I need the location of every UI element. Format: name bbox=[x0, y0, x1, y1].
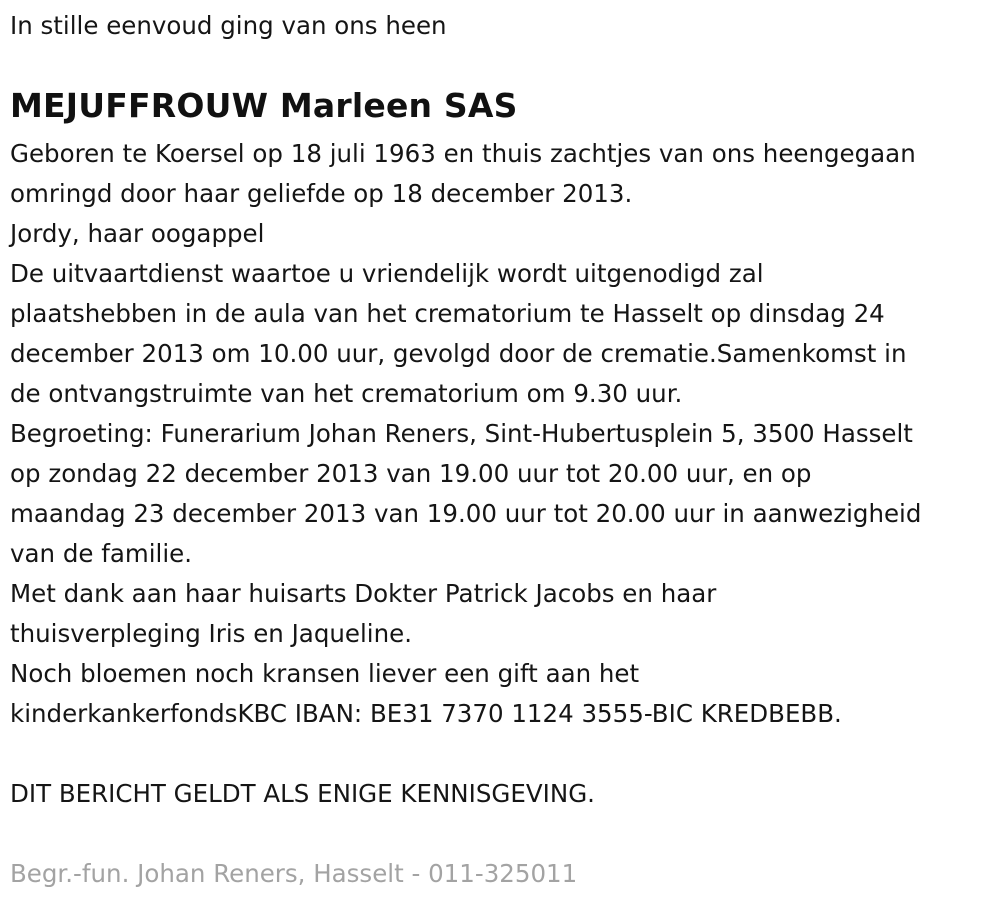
deceased-name: MEJUFFROUW Marleen SAS bbox=[10, 86, 518, 125]
body-line: december 2013 om 10.00 uur, gevolgd door de crematie.Samenkomst in bbox=[10, 339, 907, 368]
body-line: van de familie. bbox=[10, 539, 193, 568]
body-line: thuisverpleging Iris en Jaqueline. bbox=[10, 619, 412, 648]
body-line: Noch bloemen noch kransen liever een gift aan het bbox=[10, 659, 640, 688]
body-line: de ontvangstruimte van het crematorium om 9.30 uur. bbox=[10, 379, 683, 408]
body-line: De uitvaartdienst waartoe u vriendelijk wordt uitgenodigd zal bbox=[10, 259, 764, 288]
body-line: Begroeting: Funerarium Johan Reners, Sint-Hubertusplein 5, 3500 Hasselt bbox=[10, 419, 913, 448]
sole-notice-statement: DIT BERICHT GELDT ALS ENIGE KENNISGEVING. bbox=[10, 779, 595, 808]
body-line: Jordy, haar oogappel bbox=[10, 219, 265, 248]
funeral-home-footer: Begr.-fun. Johan Reners, Hasselt - 011-325011 bbox=[10, 859, 578, 888]
body-line: plaatshebben in de aula van het crematorium te Hasselt op dinsdag 24 bbox=[10, 299, 885, 328]
body-line: omringd door haar geliefde op 18 december 2013. bbox=[10, 179, 633, 208]
body-line: maandag 23 december 2013 van 19.00 uur tot 20.00 uur in aanwezigheid bbox=[10, 499, 922, 528]
obituary-body bbox=[10, 134, 995, 734]
body-line: Met dank aan haar huisarts Dokter Patrick Jacobs en haar bbox=[10, 579, 717, 608]
body-line: kinderkankerfondsKBC IBAN: BE31 7370 1124 3555-BIC KREDBEBB. bbox=[10, 699, 842, 728]
body-line: Geboren te Koersel op 18 juli 1963 en thuis zachtjes van ons heengegaan bbox=[10, 139, 916, 168]
intro-line: In stille eenvoud ging van ons heen bbox=[10, 11, 447, 40]
body-line: op zondag 22 december 2013 van 19.00 uur tot 20.00 uur, en op bbox=[10, 459, 812, 488]
